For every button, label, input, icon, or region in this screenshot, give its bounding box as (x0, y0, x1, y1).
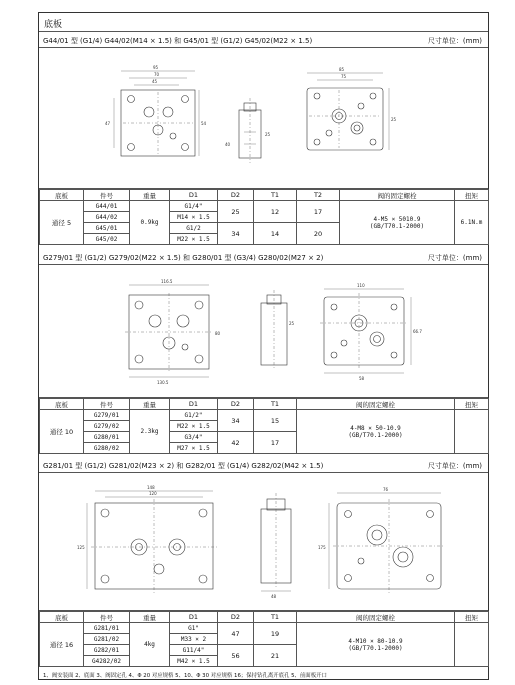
table-header-row (40, 399, 489, 410)
size-cell: 通径 10 (40, 410, 84, 454)
legend-footnote: 1、阀安装面 2、底面 3、阀固定孔 4、Φ 20 对应规格 5、10、Φ 30 对应规格 16；保持钻孔离开底孔 5、前面板开口 (43, 673, 327, 679)
d2-cell: 34 (218, 410, 254, 432)
page-title: 底板 (39, 13, 488, 32)
datasheet (38, 12, 489, 680)
header-cell: 阀的固定螺栓 (340, 190, 455, 201)
header-cell: 重量 (130, 190, 170, 201)
d1-cell: G1/4" (170, 201, 218, 212)
dim-text: 80 (215, 331, 221, 336)
torque-cell: 6.1N.m (455, 201, 489, 245)
part-cell: G4282/02 (84, 656, 130, 667)
section-1-drawing (39, 48, 488, 189)
t1-cell: 19 (254, 623, 297, 645)
dim-text: 85 (339, 67, 345, 72)
torque-cell (455, 623, 489, 667)
d1-cell: M22 × 1.5 (170, 234, 218, 245)
dim-text: 54 (201, 121, 207, 126)
weight-cell: 4kg (130, 623, 170, 667)
header-cell: D2 (218, 190, 254, 201)
d2-cell: 34 (218, 223, 254, 245)
bolt-spec: 4-M8 × 50-10.9 (350, 424, 401, 432)
header-cell: 件号 (84, 190, 130, 201)
header-cell: T1 (254, 612, 297, 623)
header-cell: 底板 (40, 190, 84, 201)
header-cell: 阀的固定螺栓 (297, 399, 455, 410)
dim-text: 130.5 (157, 380, 169, 385)
dim-text: 25 (391, 117, 397, 122)
bolt-cell (297, 623, 455, 667)
d2-cell: 25 (218, 201, 254, 223)
d1-cell: M22 × 1.5 (170, 421, 218, 432)
header-cell: D2 (218, 399, 254, 410)
bolt-standard: (GB/T70.1-2000) (348, 644, 403, 652)
section-1-heading (39, 32, 488, 48)
d1-cell: M42 × 1.5 (170, 656, 218, 667)
part-cell: G45/02 (84, 234, 130, 245)
dim-text: 95 (153, 65, 159, 70)
dim-text: 76 (383, 487, 389, 492)
part-cell: G281/02 (84, 634, 130, 645)
part-cell: G282/01 (84, 645, 130, 656)
d1-cell: M33 × 2 (170, 634, 218, 645)
size-cell: 通径 16 (40, 623, 84, 667)
table-row (40, 410, 489, 421)
dim-text: 45 (152, 79, 158, 84)
part-cell: G45/01 (84, 223, 130, 234)
bolt-standard: (GB/T70.1-2000) (369, 222, 425, 230)
part-cell: G280/02 (84, 443, 130, 454)
dim-text: 120 (149, 491, 157, 496)
d1-cell: G1/2 (170, 223, 218, 234)
t1-cell: 17 (254, 432, 297, 454)
section-3-spec-table (39, 611, 489, 667)
header-cell: D1 (170, 612, 218, 623)
part-cell: G279/01 (84, 410, 130, 421)
size-cell: 通径 5 (40, 201, 84, 245)
header-cell: D2 (218, 612, 254, 623)
section-1-title: G44/01 型 (G1/4) G44/02(M14 × 1.5) 和 G45/01 型 (G1/2) G45/02(M22 × 1.5) (43, 37, 313, 45)
header-cell: 重量 (130, 399, 170, 410)
section-2-drawing (39, 265, 488, 398)
weight-cell: 0.9kg (130, 201, 170, 245)
part-cell: G281/01 (84, 623, 130, 634)
header-cell: D1 (170, 399, 218, 410)
section-3-heading (39, 457, 488, 473)
bolt-cell (340, 201, 455, 245)
dim-text: 48 (271, 594, 277, 599)
header-cell: 件号 (84, 612, 130, 623)
dim-text: 25 (265, 132, 271, 137)
d1-cell: G1" (170, 623, 218, 634)
section-3-drawing-svg (39, 473, 488, 611)
section-2-spec-table (39, 398, 489, 454)
bolt-spec: 4-M5 × 5010.9 (373, 215, 421, 223)
section-3-drawing (39, 473, 488, 611)
header-cell: 阀的固定螺栓 (297, 612, 455, 623)
d1-cell: M27 × 1.5 (170, 443, 218, 454)
table-row (40, 623, 489, 634)
table-header-row (40, 612, 489, 623)
section-1-drawing-svg (39, 48, 488, 189)
d1-cell: G11/4" (170, 645, 218, 656)
dim-text: 125 (77, 545, 85, 550)
part-cell: G280/01 (84, 432, 130, 443)
header-cell: 底板 (40, 612, 84, 623)
table-header-row (40, 190, 489, 201)
dim-text: 40 (225, 142, 231, 147)
part-cell: G44/02 (84, 212, 130, 223)
header-cell: T2 (297, 190, 340, 201)
section-1-unit: 尺寸单位：(mm) (427, 37, 482, 45)
t2-cell: 17 (297, 201, 340, 223)
header-cell: 扭矩 (455, 612, 489, 623)
d1-cell: G1/2" (170, 410, 218, 421)
bolt-standard: (GB/T70.1-2000) (348, 431, 403, 439)
t1-cell: 15 (254, 410, 297, 432)
section-2-heading (39, 249, 488, 265)
d1-cell: M14 × 1.5 (170, 212, 218, 223)
section-1-spec-table (39, 189, 489, 245)
header-cell: 扭矩 (455, 190, 489, 201)
dim-text: 148 (147, 485, 155, 490)
d2-cell: 42 (218, 432, 254, 454)
weight-cell: 2.3kg (130, 410, 170, 454)
part-cell: G279/02 (84, 421, 130, 432)
dim-text: 116.5 (161, 279, 173, 284)
header-cell: 扭矩 (455, 399, 489, 410)
dim-text: 75 (341, 74, 347, 79)
d1-cell: G3/4" (170, 432, 218, 443)
table-row (40, 201, 489, 212)
header-cell: T1 (254, 190, 297, 201)
t1-cell: 21 (254, 645, 297, 667)
dim-text: 66.7 (413, 329, 422, 334)
section-2-title: G279/01 型 (G1/2) G279/02(M22 × 1.5) 和 G280/01 型 (G3/4) G280/02(M27 × 2) (43, 254, 324, 262)
section-2-drawing-svg (39, 265, 488, 398)
dim-text: 110 (357, 283, 365, 288)
header-cell: 重量 (130, 612, 170, 623)
dim-text: 58 (359, 376, 365, 381)
torque-cell (455, 410, 489, 454)
dim-text: 25 (289, 321, 295, 326)
header-cell: D1 (170, 190, 218, 201)
header-cell: 底板 (40, 399, 84, 410)
section-3-title: G281/01 型 (G1/2) G281/02(M23 × 2) 和 G282/01 型 (G1/4) G282/02(M42 × 1.5) (43, 462, 324, 470)
bolt-cell (297, 410, 455, 454)
d2-cell: 47 (218, 623, 254, 645)
dim-text: 47 (105, 121, 111, 126)
t1-cell: 14 (254, 223, 297, 245)
header-cell: T1 (254, 399, 297, 410)
dim-text: 70 (154, 72, 160, 77)
t2-cell: 20 (297, 223, 340, 245)
dim-text: 175 (318, 545, 326, 550)
d2-cell: 56 (218, 645, 254, 667)
section-2-unit: 尺寸单位：(mm) (427, 254, 482, 262)
bolt-spec: 4-M10 × 80-10.9 (348, 637, 403, 645)
header-cell: 件号 (84, 399, 130, 410)
part-cell: G44/01 (84, 201, 130, 212)
section-3-unit: 尺寸单位：(mm) (427, 462, 482, 470)
t1-cell: 12 (254, 201, 297, 223)
